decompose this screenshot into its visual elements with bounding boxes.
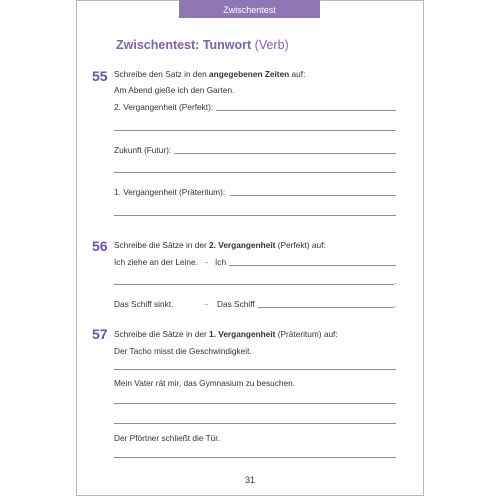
exercise-number-57: 57 xyxy=(92,326,108,342)
ex56-answer-start-1: Ich xyxy=(215,257,227,267)
ex57-sentence-1: Der Tacho misst die Geschwindigkeit. xyxy=(114,346,252,356)
instruction-text: auf: xyxy=(289,69,306,79)
answer-line[interactable] xyxy=(229,265,396,266)
arrow-right-icon: → xyxy=(202,257,210,266)
title-sub: (Verb) xyxy=(254,38,289,52)
instruction-bold: angegebenen Zeiten xyxy=(209,69,290,79)
answer-line[interactable] xyxy=(114,369,396,370)
ex57-sentence-3: Der Pförtner schließt die Tür. xyxy=(114,433,220,443)
answer-line[interactable] xyxy=(114,284,394,285)
sentence-period: . xyxy=(394,300,397,309)
answer-line[interactable] xyxy=(114,423,396,424)
answer-line[interactable] xyxy=(114,457,396,458)
section-tab: Zwischentest xyxy=(179,0,320,18)
instruction-text: (Perfekt) auf: xyxy=(275,240,326,250)
answer-line[interactable] xyxy=(174,153,396,154)
label-perfekt: 2. Vergangenheit (Perfekt): xyxy=(114,102,214,112)
instruction-text: (Präteritum) auf: xyxy=(275,329,338,339)
answer-line[interactable] xyxy=(258,307,394,308)
arrow-right-icon: → xyxy=(202,299,210,308)
instruction-text: Schreibe die Sätze in der xyxy=(114,240,210,250)
instruction-text: Schreibe den Satz in den xyxy=(114,69,210,79)
ex56-sentence-1: Ich ziehe an der Leine. xyxy=(114,257,198,267)
sentence-period: . xyxy=(394,277,397,286)
instruction-bold: 2. Vergangenheit xyxy=(209,240,276,250)
ex56-answer-start-2: Das Schiff xyxy=(217,299,255,309)
page-number: 31 xyxy=(244,475,255,485)
ex57-instruction xyxy=(114,329,338,339)
ex55-sentence: Am Abend gieße ich den Garten. xyxy=(114,85,235,95)
exercise-number-55: 55 xyxy=(92,68,108,84)
answer-line[interactable] xyxy=(114,215,396,216)
instruction-text: Schreibe die Sätze in der xyxy=(114,329,210,339)
exercise-number-56: 56 xyxy=(92,238,108,254)
ex57-sentence-2: Mein Vater rät mir, das Gymnasium zu besuchen. xyxy=(114,378,296,388)
answer-line[interactable] xyxy=(114,130,396,131)
title-main: Zwischentest: Tunwort xyxy=(116,38,252,52)
answer-line[interactable] xyxy=(114,172,396,173)
page-title xyxy=(116,38,289,52)
label-praeteritum: 1. Vergangenheit (Präteritum): xyxy=(114,187,226,197)
ex56-sentence-2: Das Schiff sinkt. xyxy=(114,299,174,309)
answer-line[interactable] xyxy=(230,195,396,196)
answer-line[interactable] xyxy=(216,110,396,111)
instruction-bold: 1. Vergangenheit xyxy=(209,329,276,339)
ex55-instruction xyxy=(114,69,305,79)
answer-line[interactable] xyxy=(114,403,396,404)
label-futur: Zukunft (Futur): xyxy=(114,145,172,155)
ex56-instruction xyxy=(114,240,326,250)
